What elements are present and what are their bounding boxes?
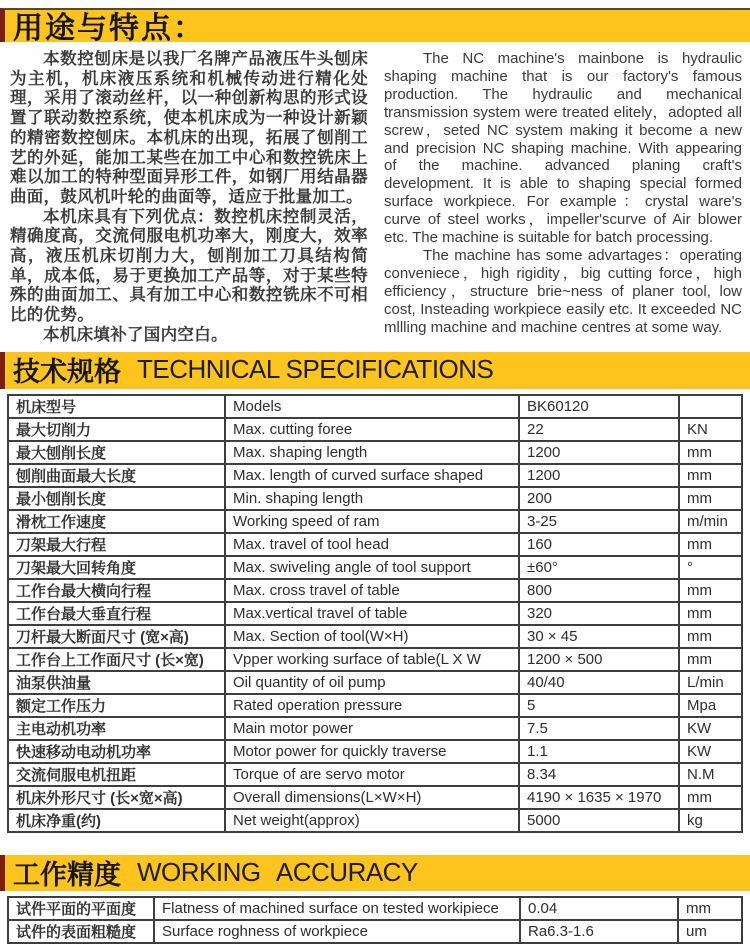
cell-zh: 最小刨削长度 [8,487,225,510]
accuracy-table [7,896,743,944]
cell-value: 1200 [519,464,679,487]
cell-value: 3-25 [519,510,679,533]
table-row [8,920,742,943]
cell-unit: mm [679,602,742,625]
cell-en: Overall dimensions(L×W×H) [225,786,519,809]
cell-unit: mm [679,441,742,464]
cell-value: 0.04 [520,897,678,920]
cell-en: Vpper working surface of table(L X W [225,648,519,671]
cell-en: Surface roghness of workpiece [154,920,520,943]
cell-unit: mm [679,786,742,809]
cell-unit [679,395,742,418]
cell-unit: KN [679,418,742,441]
cell-unit: KW [679,740,742,763]
cell-value: ±60° [519,556,679,579]
table-row [8,671,742,694]
table-row [8,464,742,487]
intro-en-paragraph-1: The NC machine's mainbone is hydraulic shaping machine that is our factory's famous production. The hydraulic and mechanical transmission system were treated elitely，adopted all screw，seted NC system making it become a new and precision NC shaping machine. With appearing of the machine. advanced planing craft's development. It is able to shaping special formed surface workpiece. For example：crystal ware's curve of steel works，impeller'scurve of Air blower etc. The machine is suitable for batch processing. [384,50,742,247]
cell-zh: 最大切削力 [8,418,225,441]
cell-unit: m/min [679,510,742,533]
section-header-features [0,8,750,45]
cell-en: Max. Section of tool(W×H) [225,625,519,648]
cell-unit: L/min [679,671,742,694]
cell-zh: 机床型号 [8,395,225,418]
cell-zh: 刀架最大行程 [8,533,225,556]
cell-zh: 刀杆最大断面尺寸 (宽×高) [8,625,225,648]
cell-value: 5 [519,694,679,717]
cell-unit: Mpa [679,694,742,717]
cell-value: Ra6.3-1.6 [520,920,678,943]
cell-en: Working speed of ram [225,510,519,533]
table-row [8,648,742,671]
cell-unit: mm [679,487,742,510]
cell-zh: 机床外形尺寸 (长×宽×高) [8,786,225,809]
intro-english-column [384,50,742,342]
table-row [8,897,742,920]
cell-value: 5000 [519,809,679,832]
table-row [8,602,742,625]
spec-table [7,394,743,833]
intro-chinese-column [10,50,368,342]
cell-value: 4190 × 1635 × 1970 [519,786,679,809]
cell-value: 160 [519,533,679,556]
cell-unit: mm [679,464,742,487]
cell-en: Rated operation pressure [225,694,519,717]
cell-zh: 工作台最大横向行程 [8,579,225,602]
cell-zh: 滑枕工作速度 [8,510,225,533]
table-row [8,395,742,418]
cell-value: 200 [519,487,679,510]
intro-columns [10,50,742,342]
cell-value: 1200 × 500 [519,648,679,671]
table-row [8,625,742,648]
cell-zh: 机床净重(约) [8,809,225,832]
cell-zh: 工作台上工作面尺寸 (长×宽) [8,648,225,671]
cell-zh: 最大刨削长度 [8,441,225,464]
cell-value: 1.1 [519,740,679,763]
features-title: 用途与特点： [13,12,205,45]
cell-en: Net weight(approx) [225,809,519,832]
table-row [8,418,742,441]
table-row [8,786,742,809]
specs-title-zh: 技术规格 [13,357,121,387]
table-row [8,556,742,579]
cell-unit: mm [679,648,742,671]
cell-zh: 工作台最大垂直行程 [8,602,225,625]
cell-en: Oil quantity of oil pump [225,671,519,694]
cell-unit: mm [679,533,742,556]
cell-zh: 油泵供油量 [8,671,225,694]
cell-value: 40/40 [519,671,679,694]
cell-unit: ° [679,556,742,579]
cell-en: Motor power for quickly traverse [225,740,519,763]
cell-en: Max. travel of tool head [225,533,519,556]
cell-en: Flatness of machined surface on tested workipiece [154,897,520,920]
cell-en: Max.vertical travel of table [225,602,519,625]
table-row [8,579,742,602]
intro-zh-paragraph-3: 本机床填补了国内空白。 [43,325,228,342]
accuracy-title-zh: 工作精度 [13,859,121,890]
cell-en: Max. swiveling angle of tool support [225,556,519,579]
cell-unit: mm [678,897,742,920]
cell-value: 320 [519,602,679,625]
cell-zh: 刨削曲面最大长度 [8,464,225,487]
cell-en: Main motor power [225,717,519,740]
cell-zh: 刀架最大回转角度 [8,556,225,579]
cell-en: Min. shaping length [225,487,519,510]
table-row [8,809,742,832]
cell-en: Torque of are servo motor [225,763,519,786]
specs-title-en: TECHNICAL SPECIFICATIONS [137,354,494,384]
cell-en: Max. cutting foree [225,418,519,441]
table-row [8,510,742,533]
cell-unit: mm [679,579,742,602]
cell-value: 1200 [519,441,679,464]
cell-en: Max. length of curved surface shaped [225,464,519,487]
cell-value: 22 [519,418,679,441]
cell-value: 8.34 [519,763,679,786]
cell-zh: 快速移动电动机功率 [8,740,225,763]
table-row [8,763,742,786]
cell-unit: KW [679,717,742,740]
cell-unit: kg [679,809,742,832]
intro-zh-paragraph-2: 本机床具有下列优点：数控机床控制灵活，精确度高，交流伺服电机功率大，刚度大，效率高，液压机床切削力大，刨削加工刀具结构简单，成本低，易于更换加工产品等，对于某些特殊的曲面加工、具有加工中心和数控铣床不可相比的优势。 [10,207,368,325]
intro-en-paragraph-2: The machine has some advartages：operating conveniece，high rigidity，big cutting force，high efficiency，structure brie~ness of planer tool, low cost, Insteading workpiece easily etc. It exceeded NC mllling machine and machine centres at some way. [384,246,742,336]
table-row [8,487,742,510]
cell-en: Max. shaping length [225,441,519,464]
cell-zh: 交流伺服电机扭距 [8,763,225,786]
cell-unit: mm [679,625,742,648]
cell-unit: N.M [679,763,742,786]
cell-value: 30 × 45 [519,625,679,648]
cell-en: Max. cross travel of table [225,579,519,602]
cell-zh: 试件平面的平面度 [8,897,154,920]
cell-zh: 主电动机功率 [8,717,225,740]
cell-value: 7.5 [519,717,679,740]
table-row [8,533,742,556]
table-row [8,694,742,717]
table-row [8,441,742,464]
intro-zh-paragraph-1: 本数控刨床是以我厂名牌产品液压牛头刨床为主机，机床液压系统和机械传动进行精化处理，采用了滚动丝杆，以一种创新构思的形式设置了联动数控系统，使本机床成为一种设计新颖的精密数控刨床。本机床的出现，拓展了刨削工艺的外延，能加工某些在加工中心和数控铣床上难以加工的特种型面异形工件，如钢厂用结晶器曲面，鼓风机叶轮的曲面等，适应于批量加工。 [10,50,368,206]
table-row [8,717,742,740]
section-header-accuracy [0,855,750,891]
cell-zh: 额定工作压力 [8,694,225,717]
section-header-specs [0,352,750,389]
accuracy-title-en: WORKING ACCURACY [137,856,418,887]
cell-zh: 试件的表面粗糙度 [8,920,154,943]
cell-en: Models [225,395,519,418]
cell-value: 800 [519,579,679,602]
cell-unit: um [678,920,742,943]
cell-value: BK60120 [519,395,679,418]
table-row [8,740,742,763]
